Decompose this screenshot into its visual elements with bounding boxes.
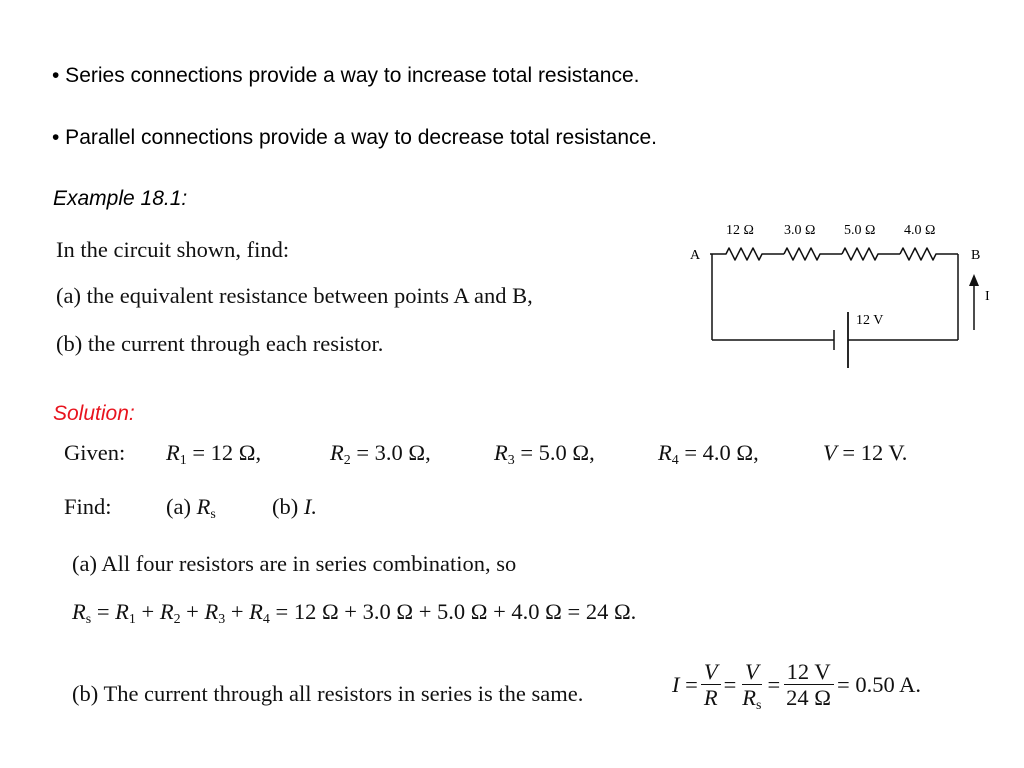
find-b: (b) I.	[272, 494, 317, 519]
given-r2-value: 3.0 Ω,	[374, 440, 431, 465]
fraction-denominator: 24 Ω	[786, 684, 832, 710]
resistor-label-r4: 4.0 Ω	[904, 223, 936, 238]
bullet-parallel: • Parallel connections provide a way to decrease total resistance.	[52, 126, 658, 149]
point-b-label: B	[971, 248, 981, 263]
given-label: Given:	[64, 440, 126, 465]
circuit-diagram	[680, 212, 1000, 377]
given-v: V = 12 V.	[823, 440, 908, 465]
fraction-numerator: 12 V	[784, 660, 834, 685]
given-r3-value: 5.0 Ω,	[538, 440, 595, 465]
resistor-r3	[842, 248, 900, 260]
problem-line-2: (a) the equivalent resistance between points A and B,	[56, 283, 533, 308]
part-a-text: (a) All four resistors are in series combination, so	[72, 551, 517, 576]
find-label: Find:	[64, 494, 112, 519]
part-a-equation-tail: = 12 Ω + 3.0 Ω + 5.0 Ω + 4.0 Ω = 24 Ω.	[275, 599, 637, 624]
part-a-equation: $R_s = R_1 + R_2 + R_3 + R_4 = 12$ Ω + 3.0 Ω + 5.0 Ω + 4.0 Ω = 24 Ω.	[72, 599, 637, 627]
ohms-law-equation: I = $\frac{V}{R}$ = $\frac{V}{R_s}$ = $\frac{12 V}{24 \Omega}$ = 0.50 A.	[672, 659, 921, 713]
find-a-label: (a)	[166, 494, 191, 519]
given-v-value: 12 V.	[860, 440, 908, 465]
example-heading: Example 18.1:	[53, 187, 188, 210]
find-b-label: (b)	[272, 494, 299, 519]
resistor-r1	[710, 248, 784, 260]
given-r3: $R_3 = 5.0$ Ω,	[494, 440, 595, 468]
current-label: I	[985, 289, 990, 304]
battery-label: 12 V	[856, 313, 884, 328]
solution-heading: Solution:	[53, 402, 135, 425]
resistor-r2	[784, 248, 842, 260]
given-r4-value: 4.0 Ω,	[702, 440, 759, 465]
given-r4: $R_4 = 4.0$ Ω,	[658, 440, 759, 468]
point-a-label: A	[690, 248, 701, 263]
problem-line-1: In the circuit shown, find:	[56, 237, 290, 262]
fraction-v-over-rs: $\frac{V}{R_s}$	[742, 659, 762, 713]
resistor-label-r2: 3.0 Ω	[784, 223, 816, 238]
bullet-series: • Series connections provide a way to increase total resistance.	[52, 64, 640, 87]
find-a: (a) $R_s$	[166, 494, 216, 522]
resistor-label-r1: 12 Ω	[726, 223, 754, 238]
resistor-r4	[900, 248, 958, 260]
part-b-text: (b) The current through all resistors in series is the same.	[72, 681, 584, 706]
given-r2: $R_2 = 3.0$ Ω,	[330, 440, 431, 468]
fraction-values	[783, 660, 834, 711]
problem-line-3: (b) the current through each resistor.	[56, 331, 384, 356]
given-r1: $R_1 = 12$ Ω,	[166, 440, 262, 468]
resistor-label-r3: 5.0 Ω	[844, 223, 876, 238]
current-result: = 0.50 A.	[837, 672, 921, 698]
given-r1-value: 12 Ω,	[210, 440, 262, 465]
fraction-v-over-r: $\frac{V}{R}$	[701, 660, 721, 711]
